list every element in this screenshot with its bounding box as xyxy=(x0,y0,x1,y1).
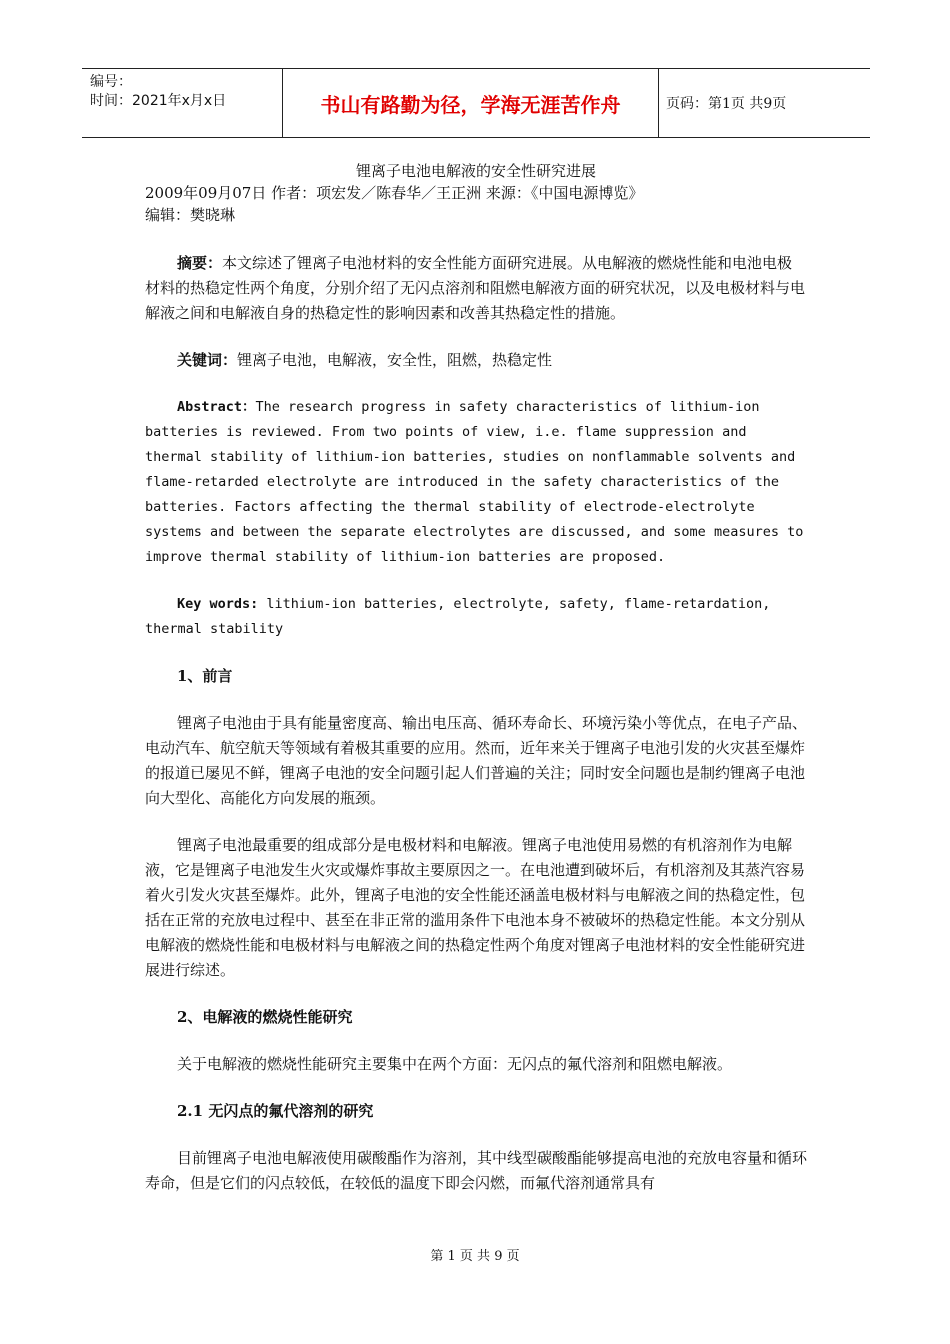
document-number-label: 编号： xyxy=(90,74,132,90)
section-2-1-paragraph-1: 目前锂离子电池电解液使用碳酸酯作为溶剂，其中线型碳酸酯能够提高电池的充放电容量和循环寿命，但是它们的闪点较低，在较低的温度下即会闪燃，而氟代溶剂通常具有 xyxy=(145,1149,808,1192)
abstract-en-paragraph xyxy=(145,395,807,570)
article-title: 锂离子电池电解液的安全性研究进展 xyxy=(355,162,596,180)
keywords-label: 关键词： xyxy=(177,351,238,369)
section-1-paragraph-1: 锂离子电池由于具有能量密度高、输出电压高、循环寿命长、环境污染小等优点，在电子产品、电动汽车、航空航天等领域有着极其重要的应用。然而，近年来关于锂离子电池引发的火灾甚至爆炸的报道已屡见不鲜，锂离子电池的安全问题引起人们普遍的关注；同时安全问题也是制约锂离子电池向大型化、高能化方向发展的瓶颈。 xyxy=(145,714,808,807)
document-date: 时间：2021年x月x日 xyxy=(90,93,227,109)
section-2-1-heading: 2.1 无闪点的氟代溶剂的研究 xyxy=(177,1102,374,1120)
header-left xyxy=(82,69,282,137)
keywords-text: 锂离子电池，电解液，安全性，阻燃，热稳定性 xyxy=(237,351,553,369)
section-1-heading: 1、前言 xyxy=(177,667,233,685)
article-byline: 2009年09月07日 作者：项宏发／陈春华／王正洲 来源：《中国电源博览》 xyxy=(145,184,644,202)
section-1-paragraph-2: 锂离子电池最重要的组成部分是电极材料和电解液。锂离子电池使用易燃的有机溶剂作为电解液，它是锂离子电池发生火灾或爆炸事故主要原因之一。在电池遭到破坏后，有机溶剂及其蒸汽容易着火引发火灾甚至爆炸。此外，锂离子电池的安全性能还涵盖电极材料与电解液之间的热稳定性，包括在正常的充放电过程中、甚至在非正常的滥用条件下电池本身不被破坏的热稳定性能。本文分别从电解液的燃烧性能和电极材料与电解液之间的热稳定性两个角度对锂离子电池材料的安全性能研究进展进行综述。 xyxy=(145,836,806,979)
abstract-en-label: Abstract： xyxy=(177,399,256,415)
article-body xyxy=(145,160,807,1196)
section-2-heading: 2、电解液的燃烧性能研究 xyxy=(177,1008,353,1026)
page-header xyxy=(82,68,870,138)
keywords-en-label: Key words: xyxy=(177,596,259,612)
abstract-label: 摘要： xyxy=(177,254,223,272)
abstract-en-text: The research progress in safety characteristics of lithium-ion batteries is reviewed. From two points of view, i.e. flame suppression and thermal stability of lithium-ion batteries, studies on nonflammable solvents and flame-retarded electrolyte are introduced in the safety characteristics of the batteries. Factors affecting the thermal stability of electrode-electrolyte systems and between the separate electrolytes are discussed, and some measures to improve thermal stability of lithium-ion batteries are proposed. xyxy=(145,399,804,565)
page-footer: 第 1 页 共 9 页 xyxy=(430,1249,520,1264)
abstract-paragraph xyxy=(145,251,807,326)
section-2-paragraph-1: 关于电解液的燃烧性能研究主要集中在两个方面：无闪点的氟代溶剂和阻燃电解液。 xyxy=(177,1055,733,1073)
article-editor: 编辑：樊晓琳 xyxy=(145,206,236,224)
keywords-paragraph xyxy=(145,348,807,373)
keywords-en-text: lithium-ion batteries, electrolyte, safety, flame-retardation, thermal stability xyxy=(145,596,771,637)
keywords-en-paragraph xyxy=(145,592,807,642)
abstract-text: 本文综述了锂离子电池材料的安全性能方面研究进展。从电解液的燃烧性能和电池电极材料的热稳定性两个角度，分别介绍了无闪点溶剂和阻燃电解液方面的研究状况，以及电极材料与电解液之间和电解液自身的热稳定性的影响因素和改善其热稳定性的措施。 xyxy=(145,254,806,322)
header-motto: 书山有路勤为径，学海无涯苦作舟 xyxy=(282,69,659,137)
header-page-number: 页码：第1页 共9页 xyxy=(666,96,787,112)
